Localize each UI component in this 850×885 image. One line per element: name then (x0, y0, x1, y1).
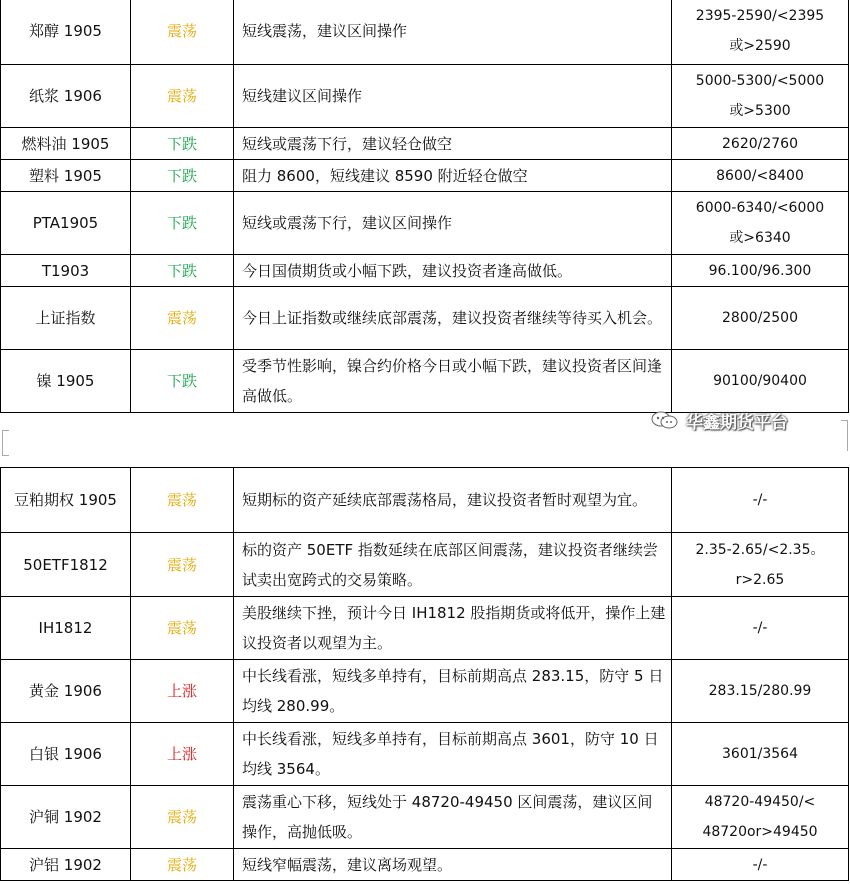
price-range (672, 849, 849, 881)
price-range (672, 65, 849, 128)
contract-name: 50ETF1812 (1, 533, 131, 597)
table-row (1, 786, 849, 849)
table-row (1, 849, 849, 881)
advice-text: 中长线看涨，短线多单持有，目标前期高点 283.15，防守 5 日均线 280.99。 (234, 660, 672, 723)
table-row (1, 192, 849, 255)
price-range-line: 或>6340 (729, 230, 791, 246)
price-range-line: 48720or>49450 (702, 824, 818, 840)
price-range-line: 2.35-2.65/<2.35。 (695, 541, 825, 558)
table-row (1, 597, 849, 660)
table-row (1, 350, 849, 413)
table-row (1, 468, 849, 533)
market-table-bottom (0, 467, 849, 881)
table-row (1, 65, 849, 128)
advice-text: 今日上证指数或继续底部震荡，建议投资者继续等待买入机会。 (234, 287, 672, 350)
table-row (1, 0, 849, 65)
price-range (672, 160, 849, 192)
trend-label: 震荡 (131, 65, 234, 128)
watermark (650, 405, 788, 435)
price-range (672, 468, 849, 533)
trend-label: 震荡 (131, 533, 234, 597)
price-range-line: 48720-49450/< (704, 794, 816, 810)
contract-name: 豆粕期权 1905 (1, 468, 131, 533)
page-corner-marker-left (2, 430, 9, 456)
trend-label: 下跌 (131, 255, 234, 287)
table-row (1, 287, 849, 350)
price-range-line: 6000-6340/<6000 (695, 200, 825, 216)
price-range-line: 2620/2760 (722, 135, 798, 152)
trend-label: 震荡 (131, 849, 234, 881)
advice-text: 短期标的资产延续底部震荡格局，建议投资者暂时观望为宜。 (234, 468, 672, 533)
price-range-line: 8600/<8400 (716, 167, 804, 184)
contract-name: 燃料油 1905 (1, 128, 131, 160)
contract-name: 塑料 1905 (1, 160, 131, 192)
trend-label: 震荡 (131, 597, 234, 660)
price-range (672, 255, 849, 287)
trend-label: 上涨 (131, 723, 234, 786)
price-range-line: 或>2590 (729, 38, 791, 54)
price-range (672, 597, 849, 660)
advice-text: 短线或震荡下行，建议轻仓做空 (234, 128, 672, 160)
table-row (1, 660, 849, 723)
wechat-icon (650, 409, 680, 431)
advice-text: 短线或震荡下行，建议区间操作 (234, 192, 672, 255)
advice-text: 震荡重心下移，短线处于 48720-49450 区间震荡，建议区间操作，高抛低吸。 (234, 786, 672, 849)
trend-label: 下跌 (131, 160, 234, 192)
price-range-line: 2395-2590/<2395 (695, 8, 825, 24)
advice-text: 受季节性影响，镍合约价格今日或小幅下跌，建议投资者区间逢高做低。 (234, 350, 672, 413)
price-range (672, 533, 849, 597)
price-range (672, 786, 849, 849)
trend-label: 震荡 (131, 468, 234, 533)
contract-name: 上证指数 (1, 287, 131, 350)
price-range-line: 96.100/96.300 (708, 262, 812, 279)
trend-label: 震荡 (131, 786, 234, 849)
advice-text: 中长线看涨，短线多单持有，目标前期高点 3601，防守 10 日均线 3564。 (234, 723, 672, 786)
price-range (672, 660, 849, 723)
price-range (672, 350, 849, 413)
contract-name: T1903 (1, 255, 131, 287)
advice-text: 美股继续下挫，预计今日 IH1812 股指期货或将低开，操作上建议投资者以观望为主。 (234, 597, 672, 660)
price-range-line: 283.15/280.99 (708, 683, 812, 699)
contract-name: PTA1905 (1, 192, 131, 255)
contract-name: 白银 1906 (1, 723, 131, 786)
advice-text: 短线窄幅震荡，建议离场观望。 (234, 849, 672, 881)
table-row (1, 723, 849, 786)
price-range-line: r>2.65 (735, 571, 785, 588)
market-table-top (0, 0, 849, 413)
trend-label: 上涨 (131, 660, 234, 723)
watermark-text: 华鑫期货平台 (686, 412, 788, 433)
advice-text: 标的资产 50ETF 指数延续在底部区间震荡，建议投资者继续尝试卖出宽跨式的交易策略。 (234, 533, 672, 597)
trend-label: 震荡 (131, 287, 234, 350)
price-range-line: 90100/90400 (713, 373, 807, 389)
price-range (672, 128, 849, 160)
advice-text: 今日国债期货或小幅下跌，建议投资者逢高做低。 (234, 255, 672, 287)
trend-label: 下跌 (131, 350, 234, 413)
contract-name: 黄金 1906 (1, 660, 131, 723)
price-range-line: -/- (752, 856, 768, 873)
contract-name: 纸浆 1906 (1, 65, 131, 128)
price-range-line: 2800/2500 (722, 310, 798, 326)
price-range-line: 5000-5300/<5000 (695, 73, 825, 89)
price-range (672, 192, 849, 255)
price-range-line: -/- (752, 620, 768, 636)
advice-text: 短线震荡，建议区间操作 (234, 0, 672, 65)
advice-text: 短线建议区间操作 (234, 65, 672, 128)
price-range-line: 或>5300 (729, 103, 791, 119)
contract-name: IH1812 (1, 597, 131, 660)
price-range (672, 0, 849, 65)
table-row (1, 160, 849, 192)
advice-text: 阻力 8600，短线建议 8590 附近轻仓做空 (234, 160, 672, 192)
table-row (1, 128, 849, 160)
price-range-line: -/- (752, 492, 768, 508)
contract-name: 郑醇 1905 (1, 0, 131, 65)
contract-name: 沪铝 1902 (1, 849, 131, 881)
price-range (672, 287, 849, 350)
price-range-line: 3601/3564 (722, 746, 798, 762)
trend-label: 下跌 (131, 192, 234, 255)
contract-name: 沪铜 1902 (1, 786, 131, 849)
page-corner-marker-right (841, 420, 848, 451)
trend-label: 下跌 (131, 128, 234, 160)
table-row (1, 533, 849, 597)
contract-name: 镍 1905 (1, 350, 131, 413)
price-range (672, 723, 849, 786)
trend-label: 震荡 (131, 0, 234, 65)
table-row (1, 255, 849, 287)
